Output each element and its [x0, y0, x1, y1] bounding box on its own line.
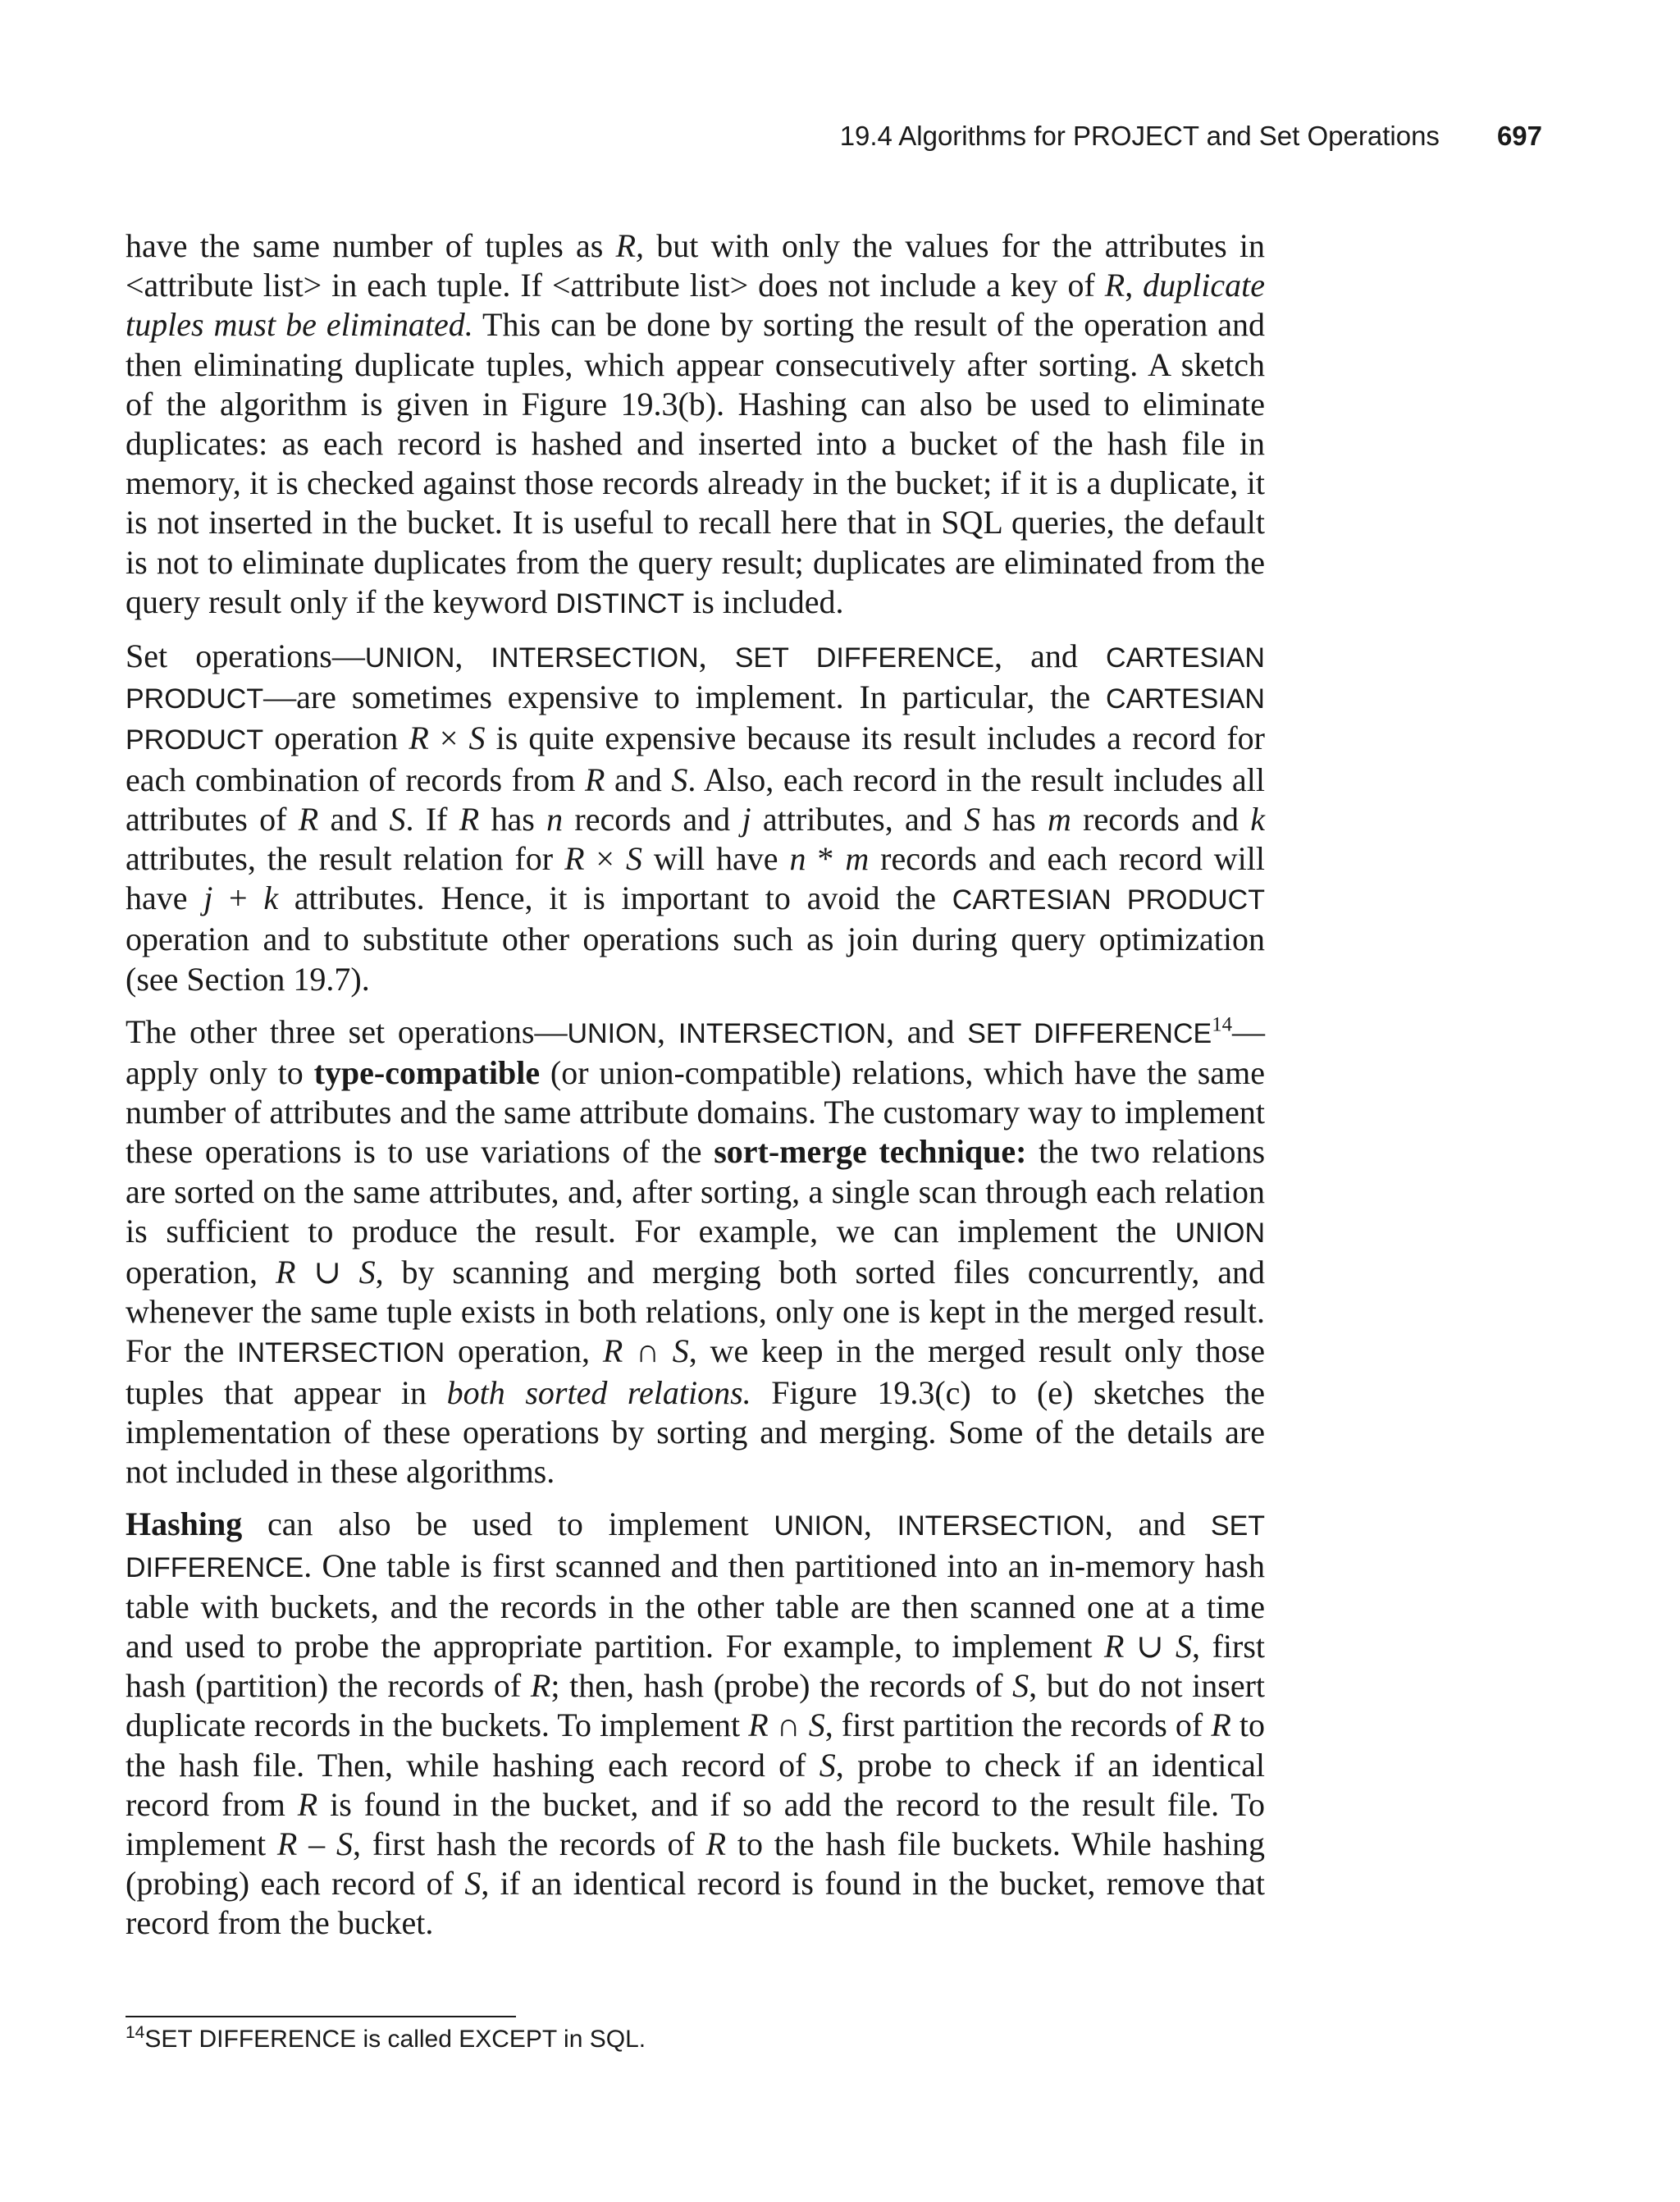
- text-run: ,: [657, 1012, 678, 1050]
- keyword-text: CARTESIAN PRODUCT: [126, 683, 1265, 756]
- text-run: has: [479, 800, 547, 838]
- text-run: have the same number of tuples as: [126, 227, 616, 264]
- keyword-text: CARTESIAN PRODUCT: [126, 642, 1265, 715]
- section-title: 19.4 Algorithms for PROJECT and Set Operations: [839, 121, 1440, 151]
- text-run: operation and to substitute other operations such as join during query optimization (see Section 19.7).: [126, 921, 1265, 998]
- paragraph: [126, 1012, 1265, 1492]
- keyword-text: UNION: [567, 1017, 658, 1049]
- keyword-text: CARTESIAN PRODUCT: [952, 884, 1266, 916]
- italic-text: R: [459, 800, 480, 838]
- italic-text: j: [742, 800, 751, 838]
- italic-text: R: [584, 761, 605, 798]
- text-run: , by scanning and merging both sorted files concurrently, and whenever the same tuple exists in both relations, only one is kept in the merged result. For the: [126, 1254, 1266, 1370]
- text-run: . One table is first scanned and then partitioned into an in-memory hash table with buckets, and the records in the other table are then scanned one at a time and used to probe the appropriate partition. For example, to implement: [126, 1546, 1265, 1665]
- text-run: operation: [263, 720, 409, 757]
- text-run: This can be done by sorting the result of the operation and then eliminating duplicate tuples, which appear consecutively after sorting. A sketch of the algorithm is given in Figure 19.3(b). Hashing can also be used to eliminate duplicates: as each record is hashed and inserted into a bucket of the hash file in memory, it is checked against those records already in the bucket; if it is a duplicate, it is not inserted in the bucket. It is useful to recall here that in SQL queries, the default is not to eliminate duplicates from the query result; duplicates are eliminated from the query result only if the keyword: [126, 306, 1266, 620]
- text-run: attributes, the result relation for: [126, 840, 565, 878]
- italic-text: R: [564, 840, 585, 878]
- text-run: to the hash file. Then, while hashing each record of: [126, 1706, 1265, 1784]
- text-run: The other three set operations—: [126, 1012, 568, 1050]
- text-run: operation,: [126, 1254, 276, 1291]
- italic-text: S: [808, 1706, 825, 1744]
- text-run: attributes. Hence, it is important to avoid the: [278, 879, 952, 917]
- footnote-text: SET DIFFERENCE is called EXCEPT in SQL.: [144, 2026, 646, 2053]
- italic-text: S: [1012, 1667, 1029, 1705]
- page-number: 697: [1496, 121, 1542, 151]
- text-run: and: [605, 761, 672, 798]
- bold-term: type-compatible: [313, 1054, 541, 1092]
- text-run: attributes, and: [751, 800, 965, 838]
- text-run: —apply only to: [126, 1012, 1266, 1092]
- italic-text: R: [1103, 1627, 1125, 1665]
- text-run: , probe to check if an identical record from: [126, 1746, 1265, 1823]
- italic-text: S: [336, 1825, 353, 1862]
- bold-term: sort-merge technique:: [714, 1133, 1027, 1171]
- text-run: –: [297, 1825, 336, 1862]
- italic-text: R: [705, 1825, 727, 1862]
- keyword-text: UNION: [364, 642, 455, 674]
- text-run: is quite expensive because its result includes a record for each combination of records from: [126, 720, 1266, 798]
- text-run: ,: [454, 637, 491, 675]
- italic-text: S: [468, 720, 486, 757]
- italic-text: S: [1176, 1627, 1193, 1665]
- text-run: , and: [1104, 1505, 1211, 1543]
- text-run: but with only the values for the attributes in <attribute list> in each tuple. If <attribute list> does not include a key of: [126, 227, 1265, 304]
- keyword-text: INTERSECTION: [678, 1017, 886, 1049]
- text-run: records and: [563, 800, 742, 838]
- text-run: —are sometimes expensive to implement. In particular, the: [263, 678, 1107, 716]
- italic-text: R: [602, 1332, 623, 1370]
- text-run: (or union-compatible) relations, which have the same number of attributes and the same attribute domains. The customary way to implement these operations is to use variations of the: [126, 1054, 1265, 1171]
- text-run: ∪: [295, 1254, 359, 1291]
- bold-term: Hashing: [126, 1505, 243, 1543]
- text-run: is found in the bucket, and if so add the record to the result file. To implement: [126, 1785, 1265, 1862]
- text-run: ∩: [768, 1706, 809, 1744]
- text-run: +: [212, 879, 264, 917]
- text-run: ∪: [1124, 1627, 1176, 1665]
- italic-text: j: [203, 879, 213, 917]
- text-run: Figure 19.3(c) to (e) sketches the implementation of these operations by sorting and merging. Some of the details are not included in these algorithms.: [126, 1373, 1265, 1491]
- text-run: . If: [405, 800, 459, 838]
- footnote-marker: 14: [126, 2023, 145, 2042]
- italic-text: R: [298, 800, 319, 838]
- text-run: is included.: [684, 582, 844, 620]
- italic-text: S: [964, 800, 981, 838]
- text-run: records and each record will have: [126, 840, 1266, 917]
- text-run: , and: [994, 637, 1107, 675]
- text-run: ×: [584, 840, 626, 878]
- italic-text: R,: [615, 227, 645, 264]
- paragraph: [126, 1505, 1265, 1943]
- italic-text: S: [625, 840, 642, 878]
- keyword-text: SET DIFFERENCE: [126, 1510, 1266, 1583]
- text-run: , if an identical record is found in the bucket, remove that record from the bucket.: [126, 1865, 1266, 1942]
- keyword-text: INTERSECTION: [897, 1510, 1105, 1542]
- italic-text: n: [546, 800, 564, 838]
- italic-text: S: [389, 800, 406, 838]
- italic-text: S: [819, 1746, 836, 1784]
- keyword-text: UNION: [1175, 1217, 1265, 1249]
- text-run: records and: [1071, 800, 1251, 838]
- text-run: , but do not insert duplicate records in the buckets. To implement: [126, 1667, 1266, 1744]
- italic-text: S: [358, 1254, 376, 1291]
- text-run: the two relations are sorted on the same attributes, and, after sorting, a single scan through each relation is sufficient to produce the result. For example, we can implement the: [126, 1133, 1266, 1249]
- italic-text: R: [748, 1706, 769, 1744]
- footnote-ref: 14: [1212, 1013, 1233, 1036]
- text-run: , we keep in the merged result only those tuples that appear in: [126, 1332, 1265, 1411]
- italic-text: duplicate tuples must be eliminated.: [126, 267, 1266, 344]
- text-run: operation,: [445, 1332, 603, 1370]
- paragraph: [126, 637, 1265, 999]
- italic-text: m: [845, 840, 870, 878]
- footnote: [126, 2023, 646, 2056]
- italic-text: R: [1104, 267, 1125, 304]
- italic-text: S: [671, 761, 688, 798]
- italic-text: R: [276, 1825, 298, 1862]
- text-run: ; then, hash (probe) the records of: [550, 1667, 1013, 1705]
- text-run: Set operations—: [126, 637, 365, 675]
- text-run: ×: [428, 720, 469, 757]
- italic-text: R: [530, 1667, 551, 1705]
- italic-text: R: [1211, 1706, 1231, 1744]
- text-run: will have: [641, 840, 790, 878]
- text-run: ,: [1125, 267, 1144, 304]
- italic-text: n: [789, 840, 806, 878]
- italic-text: S: [464, 1865, 482, 1903]
- text-run: to the hash file buckets. While hashing (probing) each record of: [126, 1825, 1266, 1903]
- text-run: , first partition the records of: [824, 1706, 1212, 1744]
- italic-text: R: [297, 1785, 318, 1823]
- italic-text: S: [672, 1332, 689, 1370]
- text-run: , and: [885, 1012, 968, 1050]
- running-header: [840, 116, 1542, 156]
- paragraph: [126, 226, 1265, 624]
- keyword-text: SET DIFFERENCE: [967, 1017, 1212, 1049]
- text-run: , first hash the records of: [353, 1825, 706, 1862]
- italic-text: k: [263, 879, 279, 917]
- text-run: ∩: [623, 1332, 673, 1370]
- text-run: has: [980, 800, 1048, 838]
- keyword-text: UNION: [774, 1510, 864, 1542]
- text-run: ,: [698, 637, 735, 675]
- keyword-text: INTERSECTION: [237, 1337, 445, 1369]
- keyword-text: DISTINCT: [555, 587, 685, 619]
- keyword-text: INTERSECTION: [491, 642, 699, 674]
- text-run: and: [318, 800, 390, 838]
- keyword-text: SET DIFFERENCE: [734, 642, 995, 674]
- body-text: [126, 226, 1265, 1944]
- text-run: ,: [863, 1505, 897, 1543]
- text-run: can also be used to implement: [242, 1505, 774, 1543]
- text-run: . Also, each record in the result includes all attributes of: [126, 761, 1265, 838]
- text-run: , first hash (partition) the records of: [126, 1627, 1266, 1705]
- italic-text: k: [1250, 800, 1266, 838]
- italic-text: R: [275, 1254, 296, 1291]
- footnote-rule: [126, 2016, 516, 2017]
- italic-text: both sorted relations.: [446, 1373, 751, 1411]
- italic-text: m: [1048, 800, 1071, 838]
- text-run: *: [806, 840, 846, 878]
- italic-text: R: [409, 720, 429, 757]
